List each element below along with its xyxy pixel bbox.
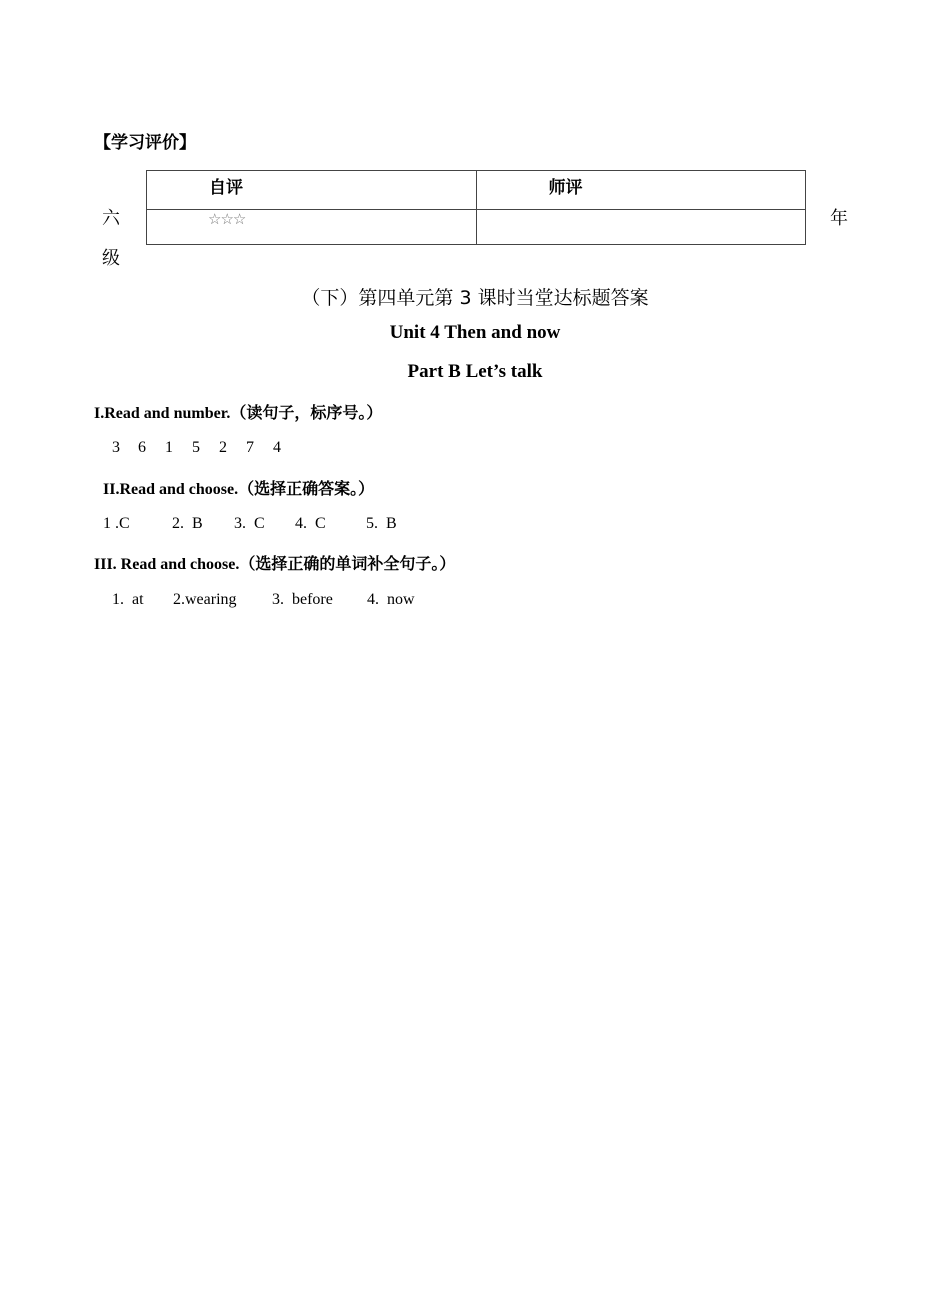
answer-item: 2. B [172,515,203,532]
answer-item: 3. C [234,515,265,532]
section-1-heading-en: I.Read and number. [94,405,231,422]
answer-item: 1 [165,439,173,456]
answer-item: 3 [112,439,120,456]
title-fragment-year: 年 [830,208,848,229]
answer-item: 7 [246,439,254,456]
table-row [147,210,806,245]
answer-item: 3. before [272,591,333,608]
answer-item: 2.wearing [173,591,237,608]
self-eval-header: 自评 [209,178,243,198]
teacher-eval-cell [476,210,806,245]
answer-item: 5. B [366,515,397,532]
section-3-heading [94,551,455,574]
answer-item: 2 [219,439,227,456]
answer-item: 5 [192,439,200,456]
part-title: Part B Let’s talk [407,361,543,382]
section-2-heading-cn: （选择正确答案。） [238,479,375,498]
answer-item: 4. now [367,591,415,608]
self-eval-cell [147,210,477,245]
teacher-eval-header: 师评 [548,178,583,198]
title-fragment-six: 六 [102,208,120,229]
table-header-row [147,171,806,210]
evaluation-table [146,170,806,245]
answer-item: 1 .C [103,515,130,532]
section-2-heading [103,476,374,499]
answer-item: 6 [138,439,146,456]
section-2-heading-en: II.Read and choose. [103,481,239,498]
document-title: （下）第四单元第 3 课时当堂达标题答案 [301,287,649,309]
star-rating-icon: ☆☆☆ [208,210,246,228]
self-eval-header-cell [147,171,477,210]
unit-title: Unit 4 Then and now [389,322,561,343]
section-3-heading-cn: （选择正确的单词补全句子。） [239,554,456,573]
answer-item: 1. at [112,591,144,608]
section-1-heading-cn: （读句子，标序号。） [230,403,383,422]
section-3-heading-en: III. Read and choose. [94,556,240,573]
answer-item: 4 [273,439,281,456]
teacher-eval-header-cell [476,171,806,210]
title-fragment-level: 级 [102,248,120,269]
evaluation-heading: 【学习评价】 [94,133,196,153]
answer-item: 4. C [295,515,326,532]
section-1-heading [94,400,382,423]
